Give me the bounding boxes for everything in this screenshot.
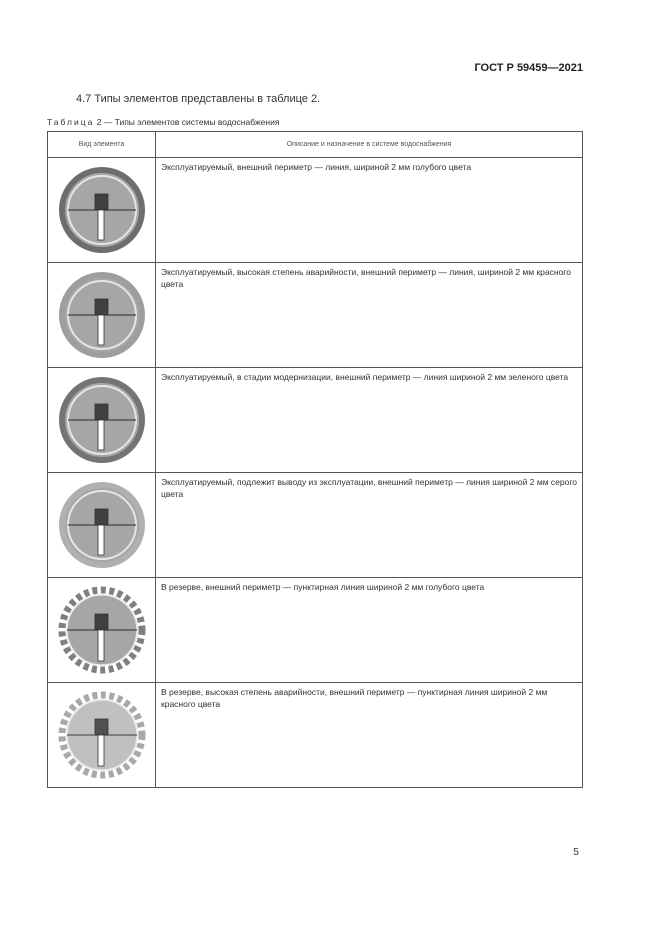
decommission-element-icon [57,480,147,570]
table-row [48,473,583,578]
caption-label: Таблица [47,117,95,127]
page-number: 5 [573,846,579,858]
table-row [48,578,583,683]
element-view-cell [48,683,156,788]
element-view-cell [48,263,156,368]
table-row [48,158,583,263]
element-view-cell [48,368,156,473]
standard-code: ГОСТ Р 59459—2021 [474,62,583,74]
header-description: Описание и назначение в системе водоснабжения [156,132,583,158]
element-view-cell [48,158,156,263]
table-header-row [48,132,583,158]
description-cell: Эксплуатируемый, высокая степень аварийности, внешний периметр — линия, шириной 2 мм красного цвета [156,263,583,368]
intro-paragraph: 4.7 Типы элементов представлены в таблице 2. [76,93,321,105]
operational-element-icon [57,165,147,255]
modernization-element-icon [57,375,147,465]
element-view-cell [48,473,156,578]
table-row [48,368,583,473]
table-row [48,683,583,788]
description-cell: В резерве, высокая степень аварийности, внешний периметр — пунктирная линия шириной 2 мм красного цвета [156,683,583,788]
caption-text: 2 — Типы элементов системы водоснабжения [94,117,280,127]
element-types-table [47,131,583,788]
reserve-element-icon [57,585,147,675]
description-cell: В резерве, внешний периметр — пунктирная линия шириной 2 мм голубого цвета [156,578,583,683]
table-caption [47,117,279,127]
reserve-high-accident-element-icon [57,690,147,780]
high-accident-element-icon [57,270,147,360]
element-view-cell [48,578,156,683]
description-cell: Эксплуатируемый, в стадии модернизации, внешний периметр — линия шириной 2 мм зеленого цвета [156,368,583,473]
description-cell: Эксплуатируемый, внешний периметр — линия, шириной 2 мм голубого цвета [156,158,583,263]
table-row [48,263,583,368]
header-element-view: Вид элемента [48,132,156,158]
description-cell: Эксплуатируемый, подлежит выводу из эксплуатации, внешний периметр — линия шириной 2 мм серого цвета [156,473,583,578]
